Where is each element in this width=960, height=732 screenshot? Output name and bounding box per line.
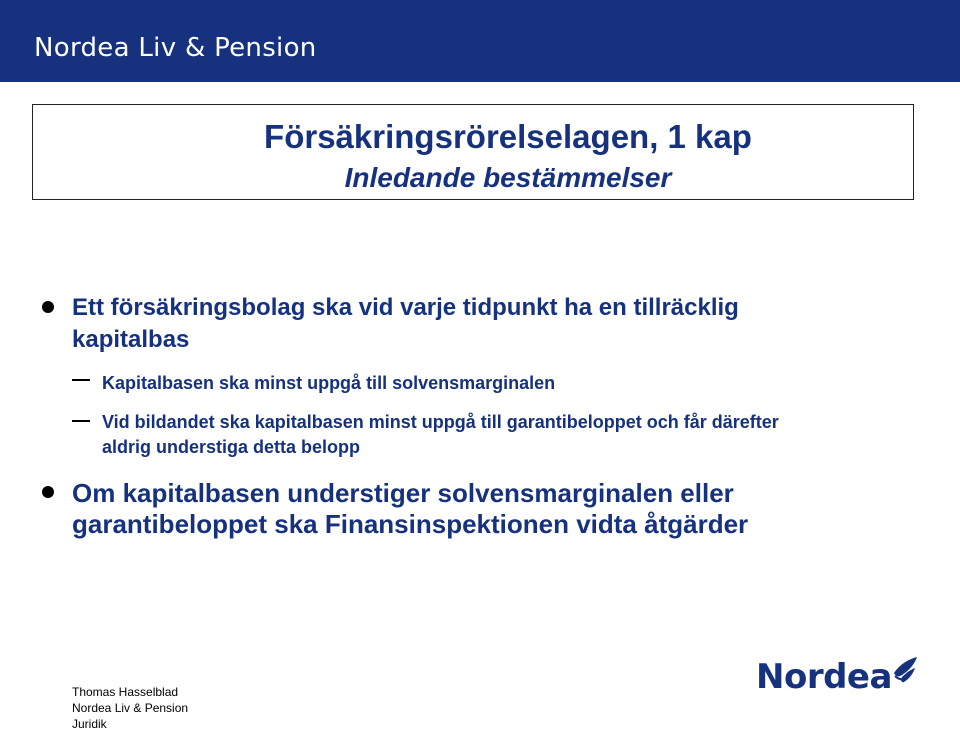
subbullet-text-line: Vid bildandet ska kapitalbasen minst uppgå till garantibeloppet och får därefter	[102, 412, 779, 432]
nordea-logo-wordmark: Nordea	[756, 657, 892, 697]
bullet-icon	[42, 301, 54, 313]
dash-icon	[72, 420, 90, 422]
bullet-icon	[42, 486, 54, 498]
header-brand-title: Nordea Liv & Pension	[34, 33, 317, 63]
footer-line: Thomas Hasselblad	[72, 685, 179, 699]
nordea-sail-icon	[756, 650, 922, 700]
bullet-text-line: kapitalbas	[72, 326, 190, 353]
footer-author	[72, 684, 188, 732]
slide-title-box	[32, 104, 914, 200]
slide-subtitle: Inledande bestämmelser	[344, 162, 672, 193]
header-bar	[0, 0, 960, 82]
slide-title: Försäkringsrörelselagen, 1 kap	[264, 118, 752, 155]
subbullet-text-line: Kapitalbasen ska minst uppgå till solvensmarginalen	[102, 373, 556, 393]
bullet-text-line: garantibeloppet ska Finansinspektionen vidta åtgärder	[72, 509, 749, 539]
subbullet-text-line: aldrig understiga detta belopp	[102, 437, 361, 457]
footer-line: Juridik	[72, 717, 107, 731]
footer-line: Nordea Liv & Pension	[72, 701, 189, 715]
bullet-text-line: Om kapitalbasen understiger solvensmarginalen eller	[72, 478, 734, 508]
bullet-text-line: Ett försäkringsbolag ska vid varje tidpunkt ha en tillräcklig	[72, 294, 739, 321]
dash-icon	[72, 379, 90, 381]
